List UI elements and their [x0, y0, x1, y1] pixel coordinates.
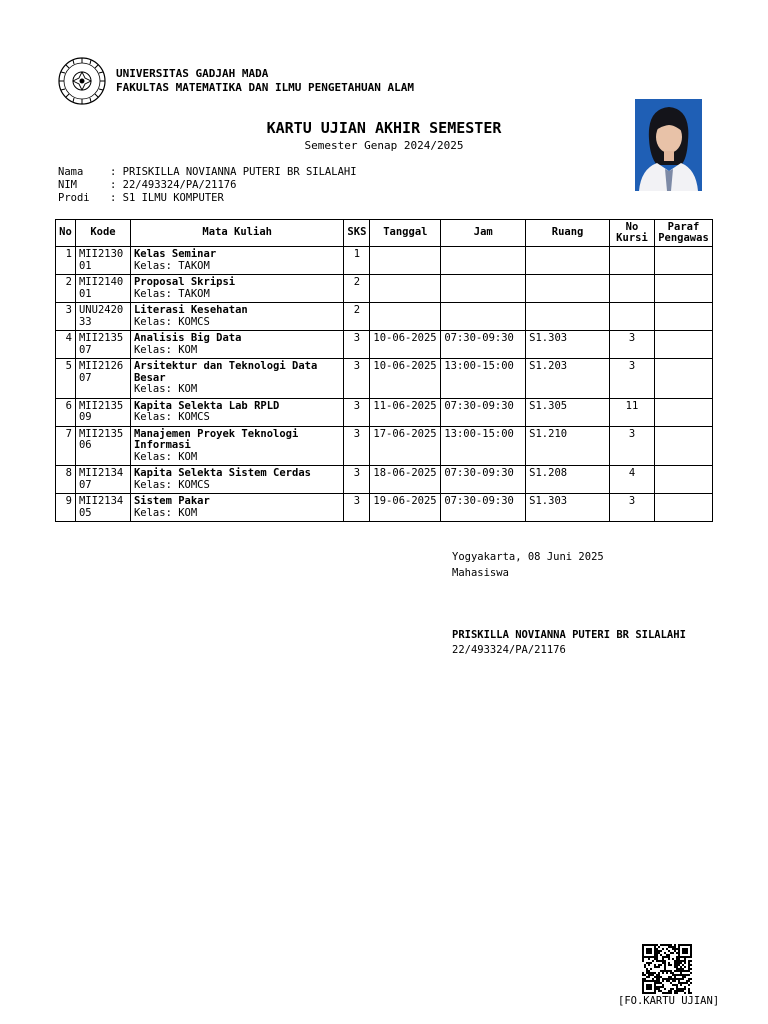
table-row: [56, 247, 713, 275]
cell-ruang: [526, 303, 610, 331]
cell-tanggal: 17-06-2025: [370, 426, 441, 466]
cell-sks: 2: [344, 275, 370, 303]
course-class: Kelas: TAKOM: [133, 287, 210, 300]
cell-mata-kuliah: [130, 247, 343, 275]
course-name: Manajemen Proyek Teknologi Informasi: [133, 427, 299, 451]
signature-role: Mahasiswa: [452, 567, 509, 579]
table-body: [56, 247, 713, 522]
course-class: Kelas: KOM: [133, 506, 198, 519]
cell-kode: MII2135 06: [75, 426, 130, 466]
course-name: Kapita Selekta Lab RPLD: [133, 399, 280, 412]
cell-jam: [441, 275, 526, 303]
table-row: [56, 275, 713, 303]
cell-jam: [441, 303, 526, 331]
table-row: [56, 359, 713, 399]
course-name: Arsitektur dan Teknologi Data Besar: [133, 360, 318, 384]
signature-place-date: Yogyakarta, 08 Juni 2025: [452, 551, 604, 563]
cell-no-kursi: 3: [610, 331, 655, 359]
cell-ruang: [526, 247, 610, 275]
semester-subtitle: Semester Genap 2024/2025: [304, 139, 464, 152]
header-ruang: Ruang: [526, 220, 610, 247]
course-name: Kapita Selekta Sistem Cerdas: [133, 467, 311, 479]
cell-paraf: [654, 426, 712, 466]
header-mata-kuliah: Mata Kuliah: [130, 220, 343, 247]
cell-jam: 13:00-15:00: [441, 426, 526, 466]
cell-mata-kuliah: [130, 275, 343, 303]
cell-sks: 3: [344, 398, 370, 426]
student-photo: [635, 99, 702, 191]
cell-no-kursi: 3: [610, 494, 655, 522]
table-row: [56, 466, 713, 494]
cell-kode: MII2140 01: [75, 275, 130, 303]
cell-ruang: S1.208: [526, 466, 610, 494]
cell-tanggal: [370, 247, 441, 275]
cell-paraf: [654, 275, 712, 303]
cell-paraf: [654, 398, 712, 426]
cell-ruang: S1.305: [526, 398, 610, 426]
cell-sks: 2: [344, 303, 370, 331]
cell-tanggal: [370, 275, 441, 303]
signature-name: PRISKILLA NOVIANNA PUTERI BR SILALAHI: [452, 629, 686, 641]
table-row: [56, 303, 713, 331]
cell-no-kursi: [610, 303, 655, 331]
course-class: Kelas: TAKOM: [133, 259, 210, 272]
cell-kode: MII2126 07: [75, 359, 130, 399]
cell-kode: UNU2420 33: [75, 303, 130, 331]
cell-paraf: [654, 359, 712, 399]
cell-no: 8: [56, 466, 76, 494]
cell-sks: 3: [344, 494, 370, 522]
course-name: Analisis Big Data: [133, 332, 242, 344]
ugm-seal-icon: [57, 56, 107, 106]
cell-ruang: [526, 275, 610, 303]
student-prodi: : S1 ILMU KOMPUTER: [110, 192, 224, 204]
cell-mata-kuliah: [130, 466, 343, 494]
cell-no-kursi: 3: [610, 359, 655, 399]
student-info: [58, 166, 357, 205]
cell-tanggal: 10-06-2025: [370, 359, 441, 399]
header-no-kursi: No Kursi: [610, 220, 655, 247]
header-jam: Jam: [441, 220, 526, 247]
cell-kode: MII2135 09: [75, 398, 130, 426]
signature-nim: 22/493324/PA/21176: [452, 644, 566, 656]
cell-no-kursi: 3: [610, 426, 655, 466]
student-nim: : 22/493324/PA/21176: [110, 179, 237, 191]
cell-jam: 13:00-15:00: [441, 359, 526, 399]
document-title: KARTU UJIAN AKHIR SEMESTER: [266, 119, 502, 137]
student-prodi-row: [58, 192, 357, 205]
cell-kode: MII2134 05: [75, 494, 130, 522]
cell-ruang: S1.203: [526, 359, 610, 399]
exam-schedule-table: [55, 219, 713, 522]
student-nim-row: [58, 179, 357, 192]
cell-tanggal: 11-06-2025: [370, 398, 441, 426]
cell-mata-kuliah: [130, 426, 343, 466]
course-class: Kelas: KOMCS: [133, 478, 210, 491]
table-row: [56, 426, 713, 466]
cell-tanggal: 18-06-2025: [370, 466, 441, 494]
cell-no: 9: [56, 494, 76, 522]
cell-paraf: [654, 247, 712, 275]
cell-kode: MII2134 07: [75, 466, 130, 494]
header-tanggal: Tanggal: [370, 220, 441, 247]
qr-code-icon: [641, 944, 694, 994]
cell-mata-kuliah: [130, 331, 343, 359]
cell-mata-kuliah: [130, 398, 343, 426]
cell-no: 2: [56, 275, 76, 303]
cell-mata-kuliah: [130, 303, 343, 331]
table-row: [56, 494, 713, 522]
course-name: Literasi Kesehatan: [133, 304, 248, 316]
cell-kode: MII2130 01: [75, 247, 130, 275]
student-name-row: [58, 166, 357, 179]
cell-no: 5: [56, 359, 76, 399]
course-class: Kelas: KOM: [133, 450, 198, 463]
cell-no: 3: [56, 303, 76, 331]
table-row: [56, 398, 713, 426]
course-name: Sistem Pakar: [133, 495, 210, 507]
faculty-name: FAKULTAS MATEMATIKA DAN ILMU PENGETAHUAN ALAM: [116, 81, 415, 94]
cell-paraf: [654, 466, 712, 494]
name-label: Nama: [58, 166, 84, 178]
table-row: [56, 331, 713, 359]
cell-no: 6: [56, 398, 76, 426]
cell-no: 1: [56, 247, 76, 275]
cell-ruang: S1.303: [526, 331, 610, 359]
course-class: Kelas: KOMCS: [133, 411, 210, 423]
cell-ruang: S1.303: [526, 494, 610, 522]
cell-jam: 07:30-09:30: [441, 398, 526, 426]
table-header-row: [56, 220, 713, 247]
header-no: No: [56, 220, 76, 247]
cell-paraf: [654, 331, 712, 359]
header-sks: SKS: [344, 220, 370, 247]
course-name: Kelas Seminar: [133, 248, 217, 260]
cell-kode: MII2135 07: [75, 331, 130, 359]
header-paraf-pengawas: Paraf Pengawas: [654, 220, 712, 247]
cell-jam: 07:30-09:30: [441, 494, 526, 522]
form-code: [FO.KARTU UJIAN]: [618, 995, 720, 1007]
course-name: Proposal Skripsi: [133, 276, 236, 288]
cell-tanggal: 10-06-2025: [370, 331, 441, 359]
cell-mata-kuliah: [130, 494, 343, 522]
cell-ruang: S1.210: [526, 426, 610, 466]
cell-tanggal: 19-06-2025: [370, 494, 441, 522]
cell-no: 7: [56, 426, 76, 466]
course-class: Kelas: KOM: [133, 383, 198, 395]
cell-paraf: [654, 494, 712, 522]
header-kode: Kode: [75, 220, 130, 247]
cell-jam: 07:30-09:30: [441, 466, 526, 494]
institution-header: [116, 67, 414, 95]
course-class: Kelas: KOM: [133, 343, 198, 356]
cell-mata-kuliah: [130, 359, 343, 399]
cell-sks: 3: [344, 331, 370, 359]
cell-sks: 3: [344, 466, 370, 494]
cell-sks: 3: [344, 426, 370, 466]
cell-no-kursi: 4: [610, 466, 655, 494]
nim-label: NIM: [58, 179, 77, 191]
cell-no-kursi: 11: [610, 398, 655, 426]
cell-sks: 1: [344, 247, 370, 275]
prodi-label: Prodi: [58, 192, 90, 204]
cell-jam: 07:30-09:30: [441, 331, 526, 359]
cell-no-kursi: [610, 275, 655, 303]
cell-no: 4: [56, 331, 76, 359]
cell-tanggal: [370, 303, 441, 331]
cell-jam: [441, 247, 526, 275]
cell-no-kursi: [610, 247, 655, 275]
cell-sks: 3: [344, 359, 370, 399]
student-name: : PRISKILLA NOVIANNA PUTERI BR SILALAHI: [110, 166, 357, 178]
course-class: Kelas: KOMCS: [133, 315, 210, 328]
university-name: UNIVERSITAS GADJAH MADA: [116, 67, 269, 80]
cell-paraf: [654, 303, 712, 331]
